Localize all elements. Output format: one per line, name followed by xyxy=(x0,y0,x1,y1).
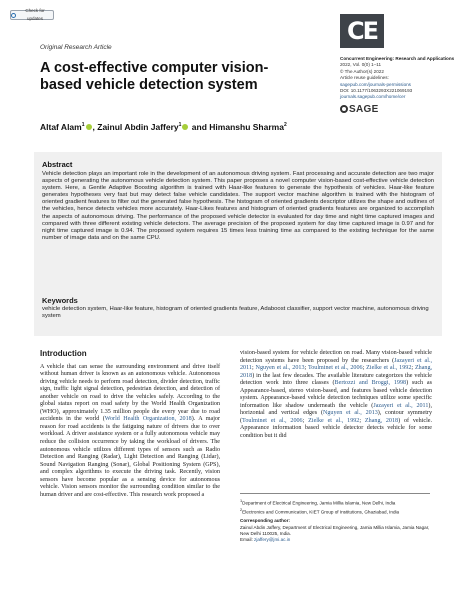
orcid-icon[interactable] xyxy=(86,124,92,130)
text-span: ; xyxy=(359,417,365,424)
intro-paragraph-cont xyxy=(240,350,432,441)
journal-info xyxy=(340,56,458,101)
footnote-divider xyxy=(240,493,430,494)
affiliation-1 xyxy=(240,498,430,507)
sage-icon xyxy=(340,105,348,113)
author-1: Altaf Alam xyxy=(40,122,82,132)
affil-1-sup: 1 xyxy=(240,499,243,503)
text-span: ), horizontal and vertical edges ( xyxy=(240,402,432,417)
corresponding-author-label: Corresponding author: xyxy=(240,518,291,524)
citation-link[interactable]: Nguyen et al., 2013 xyxy=(322,410,378,417)
abstract-heading: Abstract xyxy=(42,160,73,169)
affiliation-2 xyxy=(240,507,430,516)
paper-title: A cost-effective computer vision-based vehicle detection system xyxy=(40,60,269,93)
publisher-name: SAGE xyxy=(349,104,379,115)
keywords-text: vehicle detection system, Haar-like feature, histogram of oriented gradients feature, Adaboost classifier, support vector machine, autonomous driving system xyxy=(42,306,429,320)
intro-heading: Introduction xyxy=(40,349,87,358)
update-icon xyxy=(11,13,16,18)
abstract-text: Vehicle detection plays an important role in the development of an autonomous driving system. Fast processing and accurate detection are two major aspects of generating the autonomous vehicle detection system. This paper proposes a novel computer vision-based cost-effective vehicle detection system. Here, a Gentle Adaptive Boosting algorithm is trained with Haar-like features to generate the hypothesis of vehicles. Haar-like feature generates hypotheses very fast but may detect false vehicle candidates. The support vector machine algorithm is trained with the histogram of oriented gradient features to filter out the generated false hypothesis. The histogram of oriented gradients descriptor utilizes the shape and outlines of the vehicles, hence detects vehicles more accurately. Haar-Likes features and histogram of oriented gradients features are organized to accomplish the aspects of autonomous driving. The performance of the proposed vehicle detector is evaluated for day time and night time captured images and compared with three different existing vehicle detectors. The average precision of the proposed system for day time captured image is 0.97 and for night time captured image is 0.94. The proposed system requires 15 times less training time as compared to the existing technique for the same number of image data and on the same CPU. xyxy=(42,171,434,241)
intro-text-1: A vehicle that can sense the surrounding environment and drive itself without human driver is known as an autonomous vehicle. Autonomous driving vehicle needs to perform road detection, divider detection, traffic sign, traffic light signal detection, pedestrian detection, and detection of another vehicle on road to drive the vehicles safely. According to the global status report on road safety by the World Health Organization (WHO), approximately 1.35 million people die every year due to road accidents in the world ( xyxy=(40,363,220,423)
check-for-updates-button[interactable] xyxy=(10,10,54,20)
author-list: Altaf Alam$^1$ , Zainul Abdin Jaffery$^1$ and Himanshu Sharma$^2$ xyxy=(40,122,287,132)
text-span: ; xyxy=(411,365,415,372)
corresponding-author xyxy=(240,518,430,543)
authors-and: and xyxy=(191,122,207,132)
affil-2-sup: 2 xyxy=(240,507,243,512)
citation-link[interactable]: World Health Organization, 2018 xyxy=(104,416,192,423)
author-1-affil: 1 xyxy=(81,122,85,129)
check-for-updates-label: Check for updates xyxy=(25,8,45,21)
affiliations xyxy=(240,498,430,543)
affil-1-text: Department of Electrical Engineering, Jamia Millia Islamia, New Delhi, India xyxy=(242,500,396,506)
text-span: ) of vehicle. Appearance information based vehicle detector detects vehicle for some condition but it did xyxy=(240,417,433,440)
email-label: Email: xyxy=(240,537,253,543)
intro-paragraph xyxy=(40,364,220,500)
intro-right-column xyxy=(240,350,432,441)
orcid-icon[interactable] xyxy=(182,124,188,130)
text-span: ; xyxy=(304,365,308,372)
text-span: ) such as Appearance-based, stereo vision-based, and features based vehicle detection system. Appearance-based vehicle detection techniques utilize some specific information like shadow underneath the vehicle ( xyxy=(240,380,432,409)
author-2: Zainul Abdin Jaffery xyxy=(97,122,179,132)
text-span: ) in the last few decades. The available literature categorizes the vehicle detection work into three classes ( xyxy=(240,372,432,387)
text-span: ), contour symmetry ( xyxy=(240,410,432,424)
citation-link[interactable]: Zhang, 2018 xyxy=(364,417,399,424)
journal-volume: 2022, Vol. 0(0) 1–11 xyxy=(340,62,382,68)
citation-link[interactable]: Jazayeri et al., 2011 xyxy=(373,402,429,409)
citation-link[interactable]: Toulminet et al., 2006 xyxy=(242,417,303,424)
doi: DOI: 10.1177/1063293X221069193 xyxy=(340,88,413,94)
affil-2-text: Electronics and Communication, KIET Group of Institutions, Ghaziabad, India xyxy=(242,509,400,515)
author-3: Himanshu Sharma xyxy=(209,122,284,132)
email-line xyxy=(240,537,430,543)
citation-link[interactable]: Nguyen et al., 2013 xyxy=(255,365,305,372)
citation-link[interactable]: Toulminet et al., 2006 xyxy=(307,365,363,372)
permissions-link[interactable]: sagepub.com/journals-permissions xyxy=(340,81,411,87)
journal-logo: CE xyxy=(340,14,384,48)
intro-text-2: ). A major reason for road accidents is the fatiguing nature of drivers due to over workload. A driver assistance system or a fully autonomous vehicle may reduce the collision occurrence by taking the workload of drivers. The autonomous vehicle utilizes different types of sensors such as Radio Detection and Ranging (Radar), Light Detection and Ranging (Lidar), Sound Navigation Ranging (Sonar), Global Positioning System (GPS), and complex algorithms to execute the driving task. Recently, vision sensors have become popular as a sensing device for autonomous vehicle. Vision sensors monitor the surrounding condition similar to the human driver and are cost-effective. This research work proposed a xyxy=(40,416,220,498)
text-span: ; xyxy=(251,365,256,372)
citation-link[interactable]: Zhang, 2018 xyxy=(240,365,433,379)
text-span: ; xyxy=(362,365,367,372)
citation-link[interactable]: Bertozzi and Broggi, 1998 xyxy=(334,380,407,387)
publisher-logo xyxy=(340,104,379,115)
text-span: vision-based system for vehicle detection on road. Many vision-based vehicle detection systems have been proposed by the researchers ( xyxy=(240,350,432,364)
journal-copyright: © The Author(s) 2022 xyxy=(340,68,384,74)
citation-link[interactable]: Zielke et al., 1992 xyxy=(366,365,412,372)
citation-link[interactable]: Jazayeri et al., 2011 xyxy=(240,357,432,372)
intro-left-column xyxy=(40,350,220,499)
keywords-heading: Keywords xyxy=(42,296,78,305)
email-link[interactable]: zjaffery@jmi.ac.in xyxy=(254,537,291,543)
reuse-guidelines: Article reuse guidelines: xyxy=(340,75,389,81)
corresponding-author-text: Zainul Abdin Jaffery, Department of Electrical Engineering, Jamia Millia Islamia, Jamia Nagar, New Delhi 110025, India. xyxy=(240,524,430,536)
text-span: ; xyxy=(302,417,309,424)
journal-home-link[interactable]: journals.sagepub.com/home/cer xyxy=(340,94,406,100)
author-3-affil: 2 xyxy=(283,122,287,129)
journal-name: Concurrent Engineering: Research and Applications xyxy=(340,56,455,61)
author-2-affil: 1 xyxy=(178,122,182,129)
citation-link[interactable]: Zielke et al., 1992 xyxy=(308,417,360,424)
article-type: Original Research Article xyxy=(40,44,112,51)
